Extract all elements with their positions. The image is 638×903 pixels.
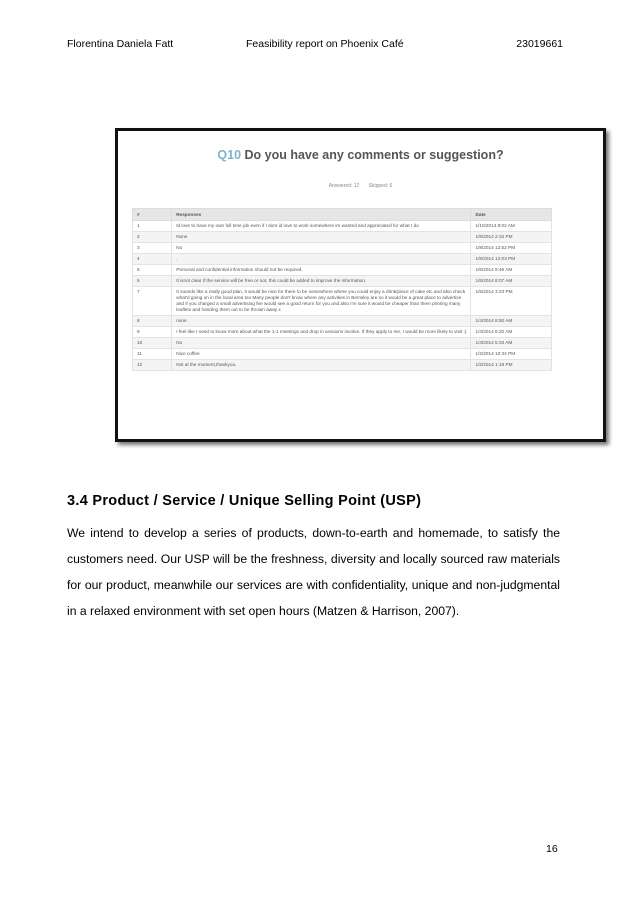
row-date: 1/4/2014 8:50 AM [471, 316, 552, 327]
row-date: 1/8/2014 12:52 PM [471, 243, 552, 254]
row-response: none [172, 316, 471, 327]
row-date: 1/2/2014 1:19 PM [471, 360, 552, 371]
row-date: 1/2/2014 10:34 PM [471, 349, 552, 360]
column-header-num: # [133, 209, 172, 221]
table-row [133, 360, 552, 371]
row-number: 9 [133, 327, 172, 338]
row-number: 11 [133, 349, 172, 360]
question-text: Do you have any comments or suggestion? [244, 148, 504, 162]
table-row [133, 276, 552, 287]
table-row [133, 221, 552, 232]
row-response: No [172, 338, 471, 349]
row-response: It sounds like a really good plan, it would be nice for there to be somewhere where you could enjoy a drink/piece of cake etc and also check what'd going on in the local area too Many people don't know where any activities in Bemsley are so it would be a great place to advertise and if you charged a small advertising fee would see a good return for you and also I'm sure it would be cheaper than them printing many leaflets and handing them out to be thrown away x [172, 287, 471, 316]
row-date: 1/10/2014 8:02 AM [471, 221, 552, 232]
table-row [133, 316, 552, 327]
header-author: Florentina Daniela Fatt [67, 38, 174, 50]
row-date: 1/4/2014 5:33 AM [471, 338, 552, 349]
row-number: 2 [133, 232, 172, 243]
header-title: Feasibility report on Phoenix Café [246, 38, 404, 50]
answered-count: Answered: 12 [328, 183, 360, 189]
row-response: I feel like I need to know more about what the 1-1 meetings and drop in sessions involve. If they apply to me, I would be more likely to visit :) [172, 327, 471, 338]
row-date: 1/6/2014 9:49 AM [471, 265, 552, 276]
survey-question [118, 147, 603, 163]
column-header-responses: Responses [172, 209, 471, 221]
table-row [133, 327, 552, 338]
row-number: 3 [133, 243, 172, 254]
row-number: 8 [133, 316, 172, 327]
row-date: 1/5/2014 3:23 PM [471, 287, 552, 316]
row-response: None [172, 232, 471, 243]
skipped-count: Skipped: 6 [368, 183, 393, 189]
question-number: Q10 [217, 148, 242, 162]
row-number: 5 [133, 265, 172, 276]
page-number: 16 [546, 843, 558, 855]
row-number: 12 [133, 360, 172, 371]
section-body: We intend to develop a series of products, down-to-earth and homemade, to satisfy the customers need. Our USP will be the freshness, diversity and locally sourced raw materials for our product, meanwhile our services are with confidentiality, unique and non-judgmental in a relaxed environment with set open hours (Matzen & Harrison, 2007). [67, 526, 560, 618]
row-number: 6 [133, 276, 172, 287]
table-row [133, 287, 552, 316]
row-response: It isnot clear if the service will be free or not, this could be added to improve the information. [172, 276, 471, 287]
column-header-date: Date [471, 209, 552, 221]
row-date: 1/8/2014 2:34 PM [471, 232, 552, 243]
table-row [133, 243, 552, 254]
survey-stats [118, 183, 603, 189]
row-response: Id love to have my own full time job even if I dont id love to work somewhere im wanted and appreciated for what I do [172, 221, 471, 232]
table-row [133, 232, 552, 243]
row-number: 4 [133, 254, 172, 265]
table-row [133, 254, 552, 265]
row-response: . [172, 254, 471, 265]
row-response: Personal and confidential information should not be required. [172, 265, 471, 276]
row-number: 10 [133, 338, 172, 349]
header-student-id: 23019661 [516, 38, 563, 50]
responses-table [132, 208, 552, 371]
row-response: No [172, 243, 471, 254]
page-header [67, 38, 567, 52]
row-date: 1/4/2014 6:20 AM [471, 327, 552, 338]
row-number: 1 [133, 221, 172, 232]
row-number: 7 [133, 287, 172, 316]
table-row [133, 265, 552, 276]
row-response: Nice coffee [172, 349, 471, 360]
table-row [133, 349, 552, 360]
row-date: 1/8/2014 12:03 PM [471, 254, 552, 265]
survey-screenshot [115, 128, 606, 442]
row-date: 1/6/2014 8:07 AM [471, 276, 552, 287]
row-response: Not at the moment,thankyou. [172, 360, 471, 371]
table-header-row [133, 209, 552, 221]
table-row [133, 338, 552, 349]
section-heading: 3.4 Product / Service / Unique Selling Point (USP) [67, 493, 422, 509]
